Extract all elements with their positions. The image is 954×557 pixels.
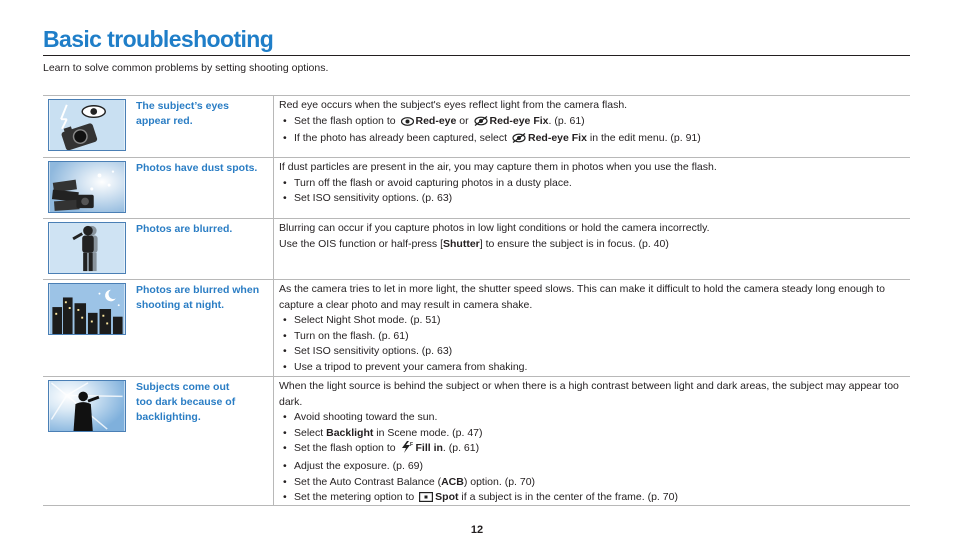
list-item: • Select Backlight in Scene mode. (p. 47) (283, 426, 483, 439)
table-row (43, 158, 910, 219)
fill-in-flash-icon (401, 441, 414, 459)
list-item: • If the photo has already been captured, select Red-eye Fix in the edit menu. (p. 91) (279, 131, 902, 149)
table-row (43, 280, 910, 377)
row-heading: Subjects come out too dark because of backlighting. (136, 381, 236, 423)
row-heading: Photos have dust spots. (136, 162, 258, 174)
list-item: • Use a tripod to prevent your camera from shaking. (283, 360, 528, 373)
list-item: • Avoid shooting toward the sun. (283, 411, 438, 424)
night-shot-illustration (48, 283, 126, 335)
row-description: As the camera tries to let in more light, the shutter speed slows. This can make it difficult to hold the camera steady long enough to capture a clear photo and may result in camera shake. • Select Night Shot mode. (p. 51) • Turn on the flash. (p. 61) • Set ISO sensitivity options. (p. 63) • Use a tripod to prevent your camera from shaking. (274, 280, 910, 376)
page-number: 12 (470, 524, 484, 536)
row-description: When the light source is behind the subject or when there is a high contrast between light and dark areas, the subject may appear too dark. • Avoid shooting toward the sun. • Select Backlight in Scene mode. (p. 47) • Set the flash option to F Fill in. (p. 61) • Adjust the exposure. (p. 69) • Set the Auto Contrast Balance (ACB) option. (p. 70) • Set the metering option to Spot if a subject is in the center of the frame. (p. 70) (274, 377, 910, 505)
page-title: Basic troubleshooting (43, 26, 274, 52)
table-row (43, 219, 910, 280)
red-eye-fix-icon (512, 133, 526, 149)
row-heading: The subject’s eyes appear red. (136, 100, 229, 127)
red-eye-illustration (48, 99, 126, 151)
row-description: Red eye occurs when the subject's eyes reflect light from the camera flash. • Set the flash option to Red-eye or Red-eye Fix. (p. 61) • If the photo has already been captured, select Red-eye Fix in the edit menu. (p. 91) (274, 96, 910, 157)
list-item: • Adjust the exposure. (p. 69) (283, 459, 423, 472)
page-intro: Learn to solve common problems by setting shooting options. (43, 62, 329, 74)
list-item: • Turn on the flash. (p. 61) (283, 329, 409, 342)
backlight-illustration-icon (49, 381, 125, 431)
list-item: • Set the Auto Contrast Balance (ACB) option. (p. 70) (283, 475, 536, 488)
list-item: • Set ISO sensitivity options. (p. 63) (283, 345, 453, 358)
red-eye-fix-icon (474, 116, 488, 132)
row-description: If dust particles are present in the air, you may capture them in photos when you use the flash. • Turn off the flash or avoid capturing photos in a dusty place. • Set ISO sensitivity options. (p. 63) (274, 158, 910, 218)
list-item: • Set the flash option to F Fill in. (p. 61) (279, 441, 902, 459)
dust-spots-illustration-icon (49, 162, 125, 212)
list-item: • Set the metering option to Spot if a subject is in the center of the frame. (p. 70) (279, 490, 902, 508)
backlight-illustration (48, 380, 126, 432)
list-item: • Select Night Shot mode. (p. 51) (283, 314, 441, 327)
red-eye-illustration-icon (49, 100, 125, 150)
row-heading: Photos are blurred. (136, 223, 233, 235)
list-item: • Set the flash option to Red-eye or Red-eye Fix. (p. 61) (279, 114, 902, 132)
blurred-photo-illustration (48, 222, 126, 274)
row-heading: Photos are blurred when shooting at night. (136, 284, 260, 311)
list-item: • Set ISO sensitivity options. (p. 63) (283, 192, 453, 205)
dust-spots-illustration (48, 161, 126, 213)
list-item: • Turn off the flash or avoid capturing photos in a dusty place. (283, 176, 572, 189)
table-row (43, 377, 910, 506)
row-description: Blurring can occur if you capture photos in low light conditions or hold the camera incorrectly. Use the OIS function or half-press [Shutter] to ensure the subject is in focus. (p. 40) (279, 222, 710, 250)
shutter-key: Shutter (443, 237, 480, 250)
spot-metering-icon (419, 492, 433, 508)
troubleshooting-table (43, 95, 910, 506)
table-row (43, 96, 910, 158)
red-eye-flash-icon (401, 116, 414, 132)
night-shot-illustration-icon (49, 284, 125, 334)
svg-text:F: F (409, 442, 413, 449)
title-divider (43, 55, 910, 56)
blurred-photo-illustration-icon (49, 223, 125, 273)
